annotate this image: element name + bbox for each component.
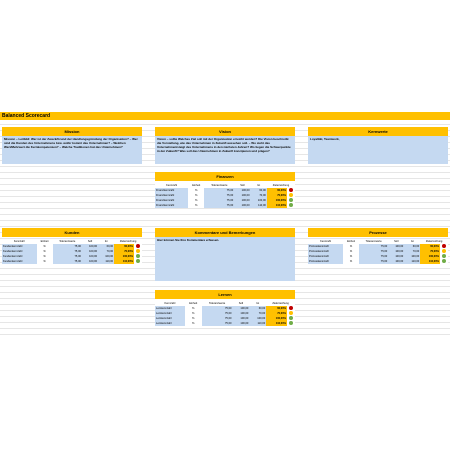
cell-perf[interactable]: 70,00% [114, 249, 134, 254]
cell-tol[interactable]: 75,00 [202, 306, 233, 311]
cell-ist[interactable]: 70,00 [404, 249, 420, 254]
status-red-icon [289, 188, 293, 192]
cell-perf[interactable]: 60,00% [266, 306, 287, 311]
cell-soll[interactable]: 100,00 [82, 249, 98, 254]
status-cell [134, 259, 142, 264]
status-yellow-icon [289, 193, 293, 197]
cell-unit[interactable]: % [343, 249, 359, 254]
kunden-table [2, 239, 142, 264]
cell-tol[interactable]: 75,00 [204, 193, 234, 198]
cell-perf[interactable]: 70,00% [420, 249, 440, 254]
cell-unit[interactable]: % [185, 316, 202, 321]
cell-unit[interactable]: % [37, 249, 53, 254]
cell-name[interactable]: Lernkennzahl [155, 321, 185, 326]
column-header: Zielerreichung [266, 301, 295, 306]
status-green-icon [289, 198, 293, 202]
cell-soll[interactable]: 100,00 [232, 311, 249, 316]
status-yellow-icon [136, 249, 140, 253]
column-header: Zielerreichung [420, 239, 448, 244]
finanzen-table [155, 183, 295, 208]
cell-soll[interactable]: 100,00 [388, 244, 404, 249]
cell-tol[interactable]: 75,00 [359, 244, 388, 249]
cell-name[interactable]: Finanzkennzahl [155, 203, 188, 208]
status-yellow-icon [289, 311, 293, 315]
column-header: Zielerreichung [114, 239, 142, 244]
cell-tol[interactable]: 75,00 [204, 203, 234, 208]
cell-perf[interactable]: 60,00% [267, 188, 287, 193]
cell-ist[interactable]: 100,00 [404, 254, 420, 259]
cell-unit[interactable]: % [185, 321, 202, 326]
cell-name[interactable]: Prozesskennzahl [308, 254, 343, 259]
cell-unit[interactable]: % [343, 254, 359, 259]
cell-name[interactable]: Prozesskennzahl [308, 249, 343, 254]
cell-ist[interactable]: 60,00 [98, 244, 114, 249]
table-row [155, 321, 295, 326]
cell-ist[interactable]: 60,00 [249, 306, 266, 311]
column-header: Ist [404, 239, 420, 244]
status-red-icon [136, 244, 140, 248]
prozesse-header: Prozesse [308, 228, 448, 237]
status-green-icon [289, 321, 293, 325]
cell-name[interactable]: Kundenkennzahl [2, 254, 37, 259]
cell-ist[interactable]: 110,00 [249, 321, 266, 326]
cell-ist[interactable]: 100,00 [249, 316, 266, 321]
status-cell [287, 203, 295, 208]
cell-tol[interactable]: 75,00 [53, 249, 82, 254]
cell-perf[interactable]: 100,00% [267, 198, 287, 203]
status-red-icon [289, 306, 293, 310]
column-header: Kennzahl [308, 239, 343, 244]
cell-perf[interactable]: 100,00% [420, 254, 440, 259]
status-cell [440, 259, 448, 264]
cell-ist[interactable]: 100,00 [251, 198, 267, 203]
cell-tol[interactable]: 75,00 [202, 311, 233, 316]
cell-soll[interactable]: 100,00 [232, 316, 249, 321]
kommentare-text[interactable]: Hier können Sie Ihre Kommentare erfassen. [155, 237, 295, 281]
table-row [2, 259, 142, 264]
cell-name[interactable]: Lernkennzahl [155, 306, 185, 311]
cell-unit[interactable]: % [188, 203, 204, 208]
cell-name[interactable]: Prozesskennzahl [308, 259, 343, 264]
cell-unit[interactable]: % [188, 193, 204, 198]
cell-soll[interactable]: 100,00 [232, 306, 249, 311]
status-red-icon [442, 244, 446, 248]
cell-ist[interactable]: 60,00 [251, 188, 267, 193]
cell-perf[interactable]: 60,00% [114, 244, 134, 249]
mission-header: Mission [2, 127, 142, 136]
cell-soll[interactable]: 100,00 [82, 244, 98, 249]
cell-perf[interactable]: 70,00% [266, 311, 287, 316]
cell-name[interactable]: Finanzkennzahl [155, 198, 188, 203]
status-cell [287, 321, 295, 326]
cell-tol[interactable]: 75,00 [202, 321, 233, 326]
cell-unit[interactable]: % [185, 306, 202, 311]
cell-unit[interactable]: % [37, 244, 53, 249]
kommentare-header: Kommentare und Bemerkungen [155, 228, 295, 237]
cell-name[interactable]: Kundenkennzahl [2, 249, 37, 254]
cell-tol[interactable]: 75,00 [204, 198, 234, 203]
cell-unit[interactable]: % [37, 259, 53, 264]
cell-perf[interactable]: 70,00% [267, 193, 287, 198]
column-header: Soll [82, 239, 98, 244]
status-green-icon [289, 203, 293, 207]
cell-tol[interactable]: 75,00 [53, 254, 82, 259]
column-header: Einheit [185, 301, 202, 306]
status-green-icon [136, 259, 140, 263]
page-title: Balanced Scorecard [0, 112, 450, 120]
column-header: Toleranzwerte [359, 239, 388, 244]
mission-text[interactable]: Mission – Leitbild: Wer ist der Zweck/Grund der Handlungsgründung der Organisation? – Wer sind die Kunden des Unternehmens bzw. wofür kommt das Unternehmen? – Welchen Wert/Mehrwert die Kernkompetenzen? – Welche Traditionen hat das Unternehmen? [2, 136, 142, 164]
cell-ist[interactable]: 110,00 [251, 203, 267, 208]
column-header: Soll [234, 183, 250, 188]
cell-name[interactable]: Kundenkennzahl [2, 244, 37, 249]
column-header: Ist [98, 239, 114, 244]
cell-name[interactable]: Finanzkennzahl [155, 188, 188, 193]
cell-unit[interactable]: % [343, 244, 359, 249]
cell-perf[interactable]: 100,00% [114, 254, 134, 259]
cell-tol[interactable]: 75,00 [202, 316, 233, 321]
status-green-icon [289, 316, 293, 320]
kernwerte-text[interactable]: Loyalität, Teamwork, [308, 136, 448, 164]
cell-unit[interactable]: % [188, 188, 204, 193]
cell-soll[interactable]: 100,00 [234, 188, 250, 193]
status-yellow-icon [442, 249, 446, 253]
table-header-row [308, 239, 448, 244]
cell-ist[interactable]: 70,00 [251, 193, 267, 198]
column-header: Soll [388, 239, 404, 244]
cell-soll[interactable]: 100,00 [82, 259, 98, 264]
cell-name[interactable]: Prozesskennzahl [308, 244, 343, 249]
column-header: Kennzahl [155, 301, 185, 306]
cell-soll[interactable]: 100,00 [234, 193, 250, 198]
cell-tol[interactable]: 75,00 [359, 254, 388, 259]
column-header: Ist [249, 301, 266, 306]
cell-perf[interactable]: 60,00% [420, 244, 440, 249]
cell-soll[interactable]: 100,00 [234, 203, 250, 208]
lernen-table [155, 301, 295, 326]
cell-tol[interactable]: 75,00 [53, 244, 82, 249]
cell-soll[interactable]: 100,00 [388, 259, 404, 264]
cell-name[interactable]: Kundenkennzahl [2, 259, 37, 264]
cell-soll[interactable]: 100,00 [388, 249, 404, 254]
cell-unit[interactable]: % [185, 311, 202, 316]
column-header: Einheit [37, 239, 53, 244]
cell-unit[interactable]: % [37, 254, 53, 259]
column-header: Einheit [343, 239, 359, 244]
vision-text[interactable]: Vision – sollte Welches Ziel soll mit der Organisation erreicht werden? Die Vision beschreibt die Vorstellung, wie das Unternehmen in Zukunft aussehen soll. – Wo steht das Unternehmen/steigt des Unternehmens in den nächsten Jahren? Wo liegen die Schwerpunkte in der Zukunft? Was soll das Unternehmen in Zukunft konzipieren und prägen? [155, 136, 295, 164]
column-header: Einheit [188, 183, 204, 188]
column-header: Soll [232, 301, 249, 306]
cell-soll[interactable]: 100,00 [234, 198, 250, 203]
table-header-row [155, 183, 295, 188]
column-header: Kennzahl [2, 239, 37, 244]
finanzen-header: Finanzen [155, 172, 295, 181]
kernwerte-header: Kernwerte [308, 127, 448, 136]
status-green-icon [442, 254, 446, 258]
status-green-icon [442, 259, 446, 263]
cell-tol[interactable]: 75,00 [204, 188, 234, 193]
cell-tol[interactable]: 75,00 [359, 249, 388, 254]
cell-tol[interactable]: 75,00 [53, 259, 82, 264]
column-header: Kennzahl [155, 183, 188, 188]
cell-perf[interactable]: 110,00% [267, 203, 287, 208]
cell-unit[interactable]: % [188, 198, 204, 203]
kunden-header: Kunden [2, 228, 142, 237]
vision-header: Vision [155, 127, 295, 136]
column-header: Toleranzwerte [202, 301, 233, 306]
table-header-row [2, 239, 142, 244]
cell-tol[interactable]: 75,00 [359, 259, 388, 264]
cell-perf[interactable]: 100,00% [266, 316, 287, 321]
cell-ist[interactable]: 110,00 [404, 259, 420, 264]
cell-unit[interactable]: % [343, 259, 359, 264]
cell-perf[interactable]: 110,00% [420, 259, 440, 264]
cell-perf[interactable]: 110,00% [266, 321, 287, 326]
table-row [155, 203, 295, 208]
cell-ist[interactable]: 70,00 [98, 249, 114, 254]
cell-ist[interactable]: 110,00 [98, 259, 114, 264]
cell-name[interactable]: Lernkennzahl [155, 316, 185, 321]
cell-soll[interactable]: 100,00 [388, 254, 404, 259]
cell-ist[interactable]: 100,00 [98, 254, 114, 259]
cell-ist[interactable]: 70,00 [249, 311, 266, 316]
cell-name[interactable]: Finanzkennzahl [155, 193, 188, 198]
column-header: Toleranzwerte [53, 239, 82, 244]
cell-soll[interactable]: 100,00 [82, 254, 98, 259]
column-header: Ist [251, 183, 267, 188]
cell-perf[interactable]: 110,00% [114, 259, 134, 264]
status-green-icon [136, 254, 140, 258]
lernen-header: Lernen [155, 290, 295, 299]
cell-name[interactable]: Lernkennzahl [155, 311, 185, 316]
cell-ist[interactable]: 60,00 [404, 244, 420, 249]
cell-soll[interactable]: 100,00 [232, 321, 249, 326]
column-header: Toleranzwerte [204, 183, 234, 188]
column-header: Zielerreichung [267, 183, 295, 188]
table-row [308, 259, 448, 264]
prozesse-table [308, 239, 448, 264]
